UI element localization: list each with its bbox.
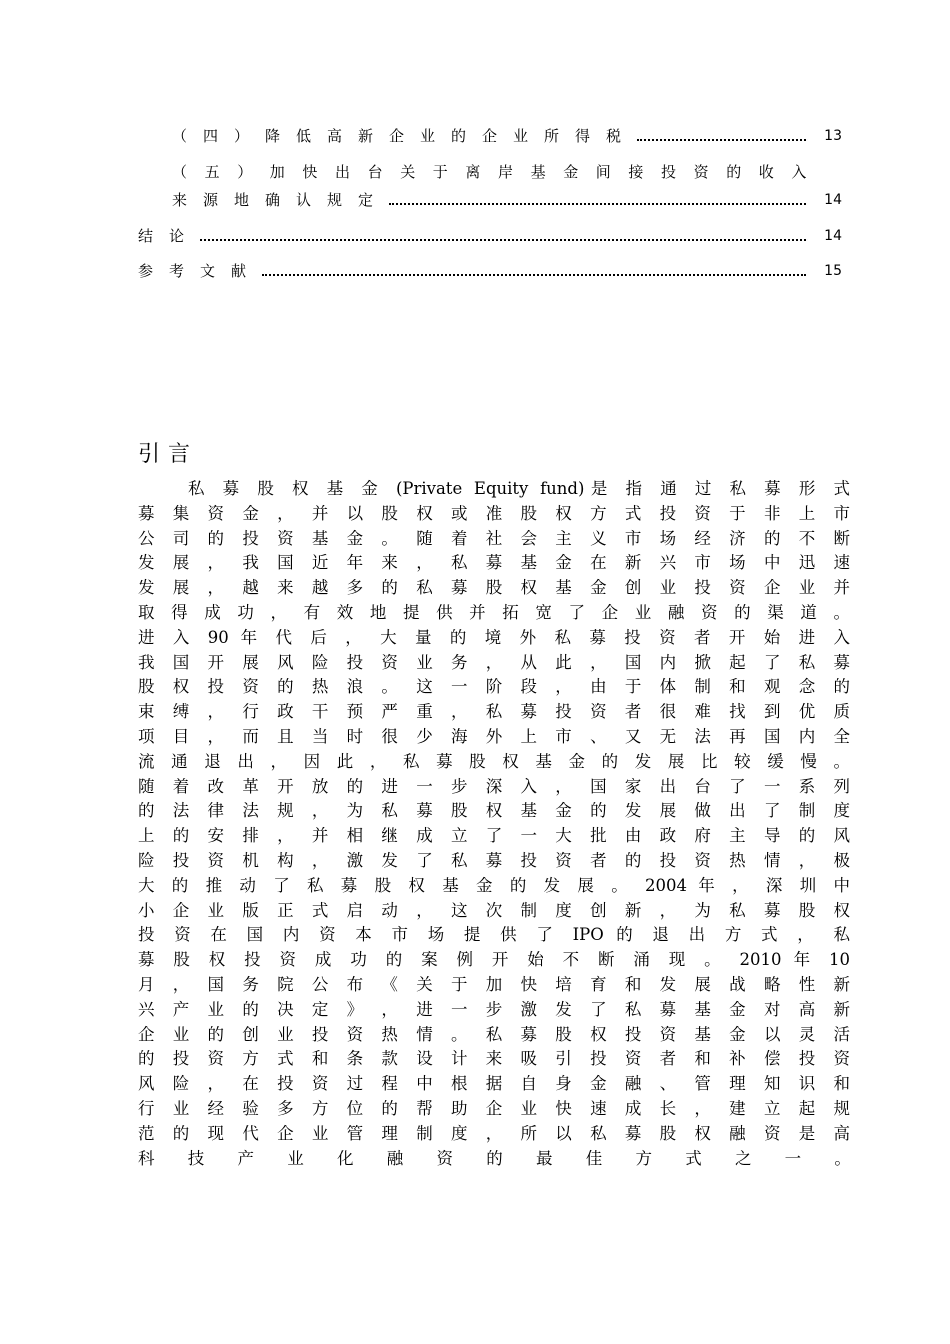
text-line: 发 展 ， 越 来 越 多 的 私 募 股 权 基 金 创 业 投 资 企 业 并: [138, 578, 850, 598]
toc-leader-dots: [389, 203, 806, 205]
text-line: 股 权 投 资 的 热 浪 。 这 一 阶 段 ， 由 于 体 制 和 观 念 的: [138, 677, 850, 697]
toc-entry-title-line2: 来源地确认规定: [172, 191, 390, 209]
text-line: 束 缚 ， 行 政 干 预 严 重 ， 私 募 投 资 者 很 难 找 到 优 质: [138, 702, 850, 722]
text-line: 范 的 现 代 企 业 管 理 制 度 ， 所 以 私 募 股 权 融 资 是 高: [138, 1123, 850, 1143]
text-line: 进 入 90 年 代 后 ， 大 量 的 境 外 私 募 投 资 者 开 始 进 入: [138, 627, 850, 647]
text-line: 小 企 业 版 正 式 启 动 ， 这 次 制 度 创 新 ， 为 私 募 股 权: [138, 900, 850, 920]
toc-entry[interactable]: [138, 259, 842, 281]
toc-page-number: 14: [824, 192, 842, 208]
toc-entry-title: （四）降低高新企业的企业所得税: [172, 127, 638, 145]
text-line: 科 技 产 业 化 融 资 的 最 佳 方 式 之 一 。: [138, 1148, 865, 1168]
text-line: 我 国 开 展 风 险 投 资 业 务 ， 从 此 ， 国 内 掀 起 了 私 募: [138, 652, 850, 672]
text-line: 取 得 成 功 ， 有 效 地 提 供 并 拓 宽 了 企 业 融 资 的 渠 道 。: [138, 602, 850, 622]
toc-entry-continuation[interactable]: [172, 188, 842, 210]
toc-leader-dots: [262, 274, 806, 276]
text-line: 随 着 改 革 开 放 的 进 一 步 深 入 ， 国 家 出 台 了 一 系 列: [138, 776, 850, 796]
text-line: 行 业 经 验 多 方 位 的 帮 助 企 业 快 速 成 长 ， 建 立 起 规: [138, 1098, 850, 1118]
text-line: 募 股 权 投 资 成 功 的 案 例 开 始 不 断 涌 现 。 2010 年 10: [138, 950, 850, 970]
text-line: 的 法 律 法 规 ， 为 私 募 股 权 基 金 的 发 展 做 出 了 制 度: [138, 801, 850, 821]
toc-page-number: 13: [824, 128, 842, 144]
toc-page-number: 14: [824, 228, 842, 244]
text-line: 投 资 在 国 内 资 本 市 场 提 供 了 IPO 的 退 出 方 式 ， 私: [138, 925, 850, 945]
text-line: 项 目 ， 而 且 当 时 很 少 海 外 上 市 、 又 无 法 再 国 内 全: [138, 726, 850, 746]
text-line: 企 业 的 创 业 投 资 热 情 。 私 募 股 权 投 资 基 金 以 灵 活: [138, 1024, 850, 1044]
toc-entry-title-line1: （五）加快出台关于离岸基金间接投资的收入: [172, 163, 825, 181]
toc-page-number: 15: [824, 263, 842, 279]
text-line: 流 通 退 出 ， 因 此 ， 私 募 股 权 基 金 的 发 展 比 较 缓 慢 。: [138, 751, 850, 771]
toc-entry[interactable]: [172, 124, 842, 146]
body-paragraph: [138, 477, 865, 1171]
text-line: 风 险 ， 在 投 资 过 程 中 根 据 自 身 金 融 、 管 理 知 识 和: [138, 1074, 850, 1094]
text-line: 的 投 资 方 式 和 条 款 设 计 来 吸 引 投 资 者 和 补 偿 投 资: [138, 1049, 850, 1069]
toc-entry[interactable]: [172, 160, 842, 182]
text-line: 月 ， 国 务 院 公 布 《 关 于 加 快 培 育 和 发 展 战 略 性 新: [138, 974, 850, 994]
text-line: 公 司 的 投 资 基 金 。 随 着 社 会 主 义 市 场 经 济 的 不 断: [138, 528, 850, 548]
toc-entry-title: 结论: [138, 227, 201, 245]
text-line: 兴 产 业 的 决 定 》 ， 进 一 步 激 发 了 私 募 基 金 对 高 新: [138, 999, 850, 1019]
text-line: 发 展 ， 我 国 近 年 来 ， 私 募 基 金 在 新 兴 市 场 中 迅 速: [138, 553, 850, 573]
text-line: 募 集 资 金 ， 并 以 股 权 或 准 股 权 方 式 投 资 于 非 上 市: [138, 503, 850, 523]
toc-entry-title: 参考文献: [138, 262, 263, 280]
text-line: 大 的 推 动 了 私 募 股 权 基 金 的 发 展 。 2004 年 ， 深 圳 中: [138, 875, 850, 895]
section-heading: 引言: [138, 442, 199, 467]
toc-leader-dots: [637, 139, 806, 141]
toc-entry[interactable]: [138, 224, 842, 246]
text-line: 上 的 安 排 ， 并 相 继 成 立 了 一 大 批 由 政 府 主 导 的 风: [138, 826, 850, 846]
text-line: 险 投 资 机 构 ， 激 发 了 私 募 投 资 者 的 投 资 热 情 ， 极: [138, 850, 850, 870]
text-line: 私 募 股 权 基 金 (Private Equity fund)是 指 通 过 私 募 形 式: [188, 479, 850, 498]
toc-leader-dots: [200, 239, 806, 241]
